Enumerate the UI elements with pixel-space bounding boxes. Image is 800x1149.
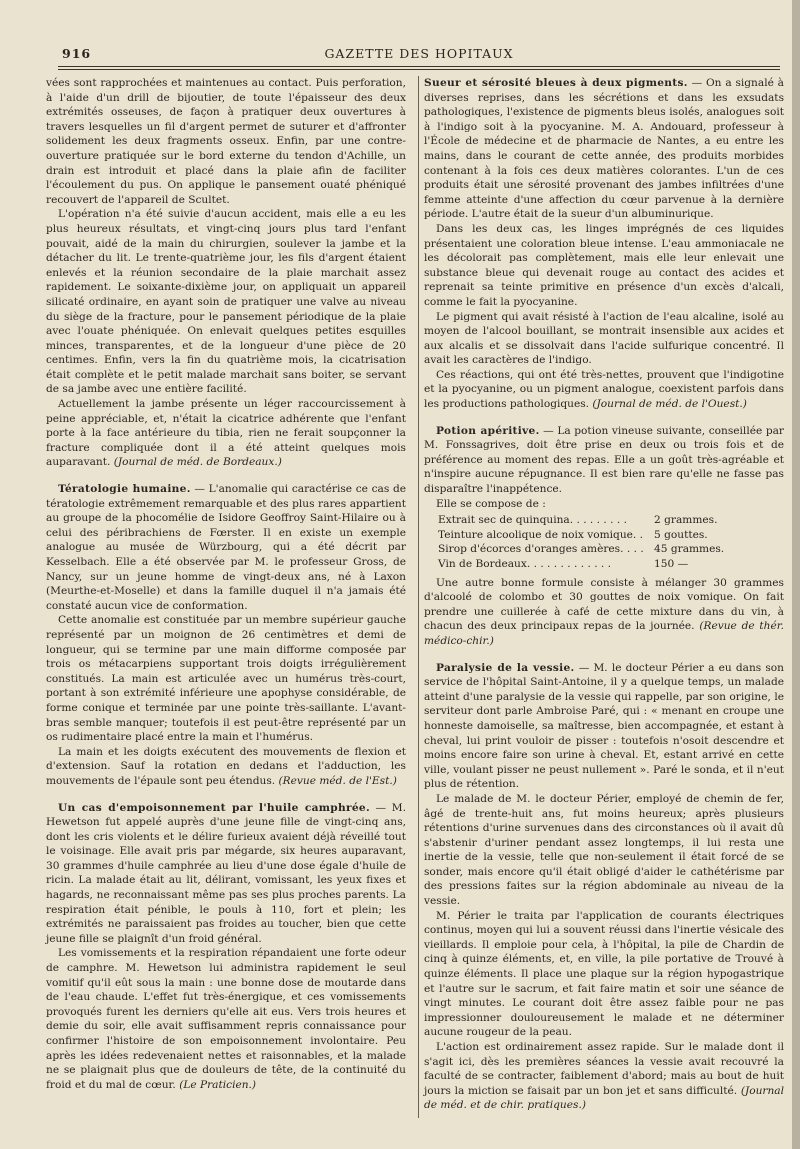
recipe-quantity: 5 gouttes. [654,528,708,541]
journal-title: GAZETTE DES HOPITAUX [324,46,514,61]
paragraph-text: Ces réactions, qui ont été très-nettes, prouvent que l'indigotine et la pyocyanine, ou un pigment analogue, coexistent parfois dans les productions pathologiques. [424,368,784,411]
paragraph: Le pigment qui avait résisté à l'action de l'eau alcaline, isolé au moyen de l'alcool bouillant, se montrait insensible aux acides et aux alcalis et se dissolvait dans l'acide sulfurique concentré. Il avait les caractères de l'indigo. [424,310,784,367]
paragraph [424,576,784,649]
paragraph-text: — L'anomalie qui caractérise ce cas de tératologie extrêmement remarquable et des plus rares appartient au groupe de la phocomélie de Isidore Geoffroy Saint-Hilaire ou à celui des péribrachiens de Fœrster. Il en existe un exemple analogue au musée de Würzbourg, qui a été décrit par Kesselbach. Elle a été observée par M. le professeur Gross, de Nancy, sur un jeune homme de vingt-deux ans, né à Laxon (Meurthe-et-Moselle) et dans la famille duquel il n'a jamais été constaté aucun vice de conformation. [46,483,406,612]
source-citation: (Le Praticien.) [179,1078,257,1091]
paragraph: Le malade de M. le docteur Périer, employé de chemin de fer, âgé de trente-huit ans, fut moins heureux; après plusieurs rétentions d'urine survenues dans des circonstances où il avait dû s'abstenir d'uriner pendant assez longtemps, il lui resta une inertie de la vessie, telle que non-seulement il était forcé de se sonder, mais encore qu'il était obligé d'aider le cathétérisme par des pressions faites sur la région abdominale au niveau de la vessie. [424,792,784,908]
right-column [424,76,784,1113]
paragraph [46,397,406,470]
recipe-row [438,513,784,528]
article-title: Sueur et sérosité bleues à deux pigments. [424,77,688,89]
recipe-quantity: 150 — [654,558,689,570]
recipe-row [438,528,784,543]
recipe-intro: Elle se compose de : [436,497,546,510]
paragraph [424,368,784,412]
source-citation: (Revue de thér. médico-chir.) [424,620,785,647]
paragraph-text: — On a signalé à diverses reprises, dans les sécrétions et dans les exsudats pathologiques, l'existence de pigments bleus isolés, analogues soit à l'indigo soit à la pyocyanine. M. A. Andouard, professeur à l'École de médecine et de pharmacie de Nantes, a eu entre les mains, dans le courant de cette année, des produits morbides contenant à la fois ces deux matières colorantes. L'un de ces produits était une sérosité provenant des jambes infiltrées d'une femme atteinte d'une affection du cœur parvenue à la dernière période. L'autre était de la sueur d'un albuminurique. [424,77,784,221]
source-citation: (Revue méd. de l'Est.) [278,774,397,787]
article-title: Tératologie humaine. [58,483,191,496]
paragraph: L'opération n'a été suivie d'aucun accident, mais elle a eu les plus heureux résultats, et vingt-cinq jours plus tard l'enfant pouvait, aidé de la main du chirurgien, soulever la jambe et la détacher du lit. Le trente-quatrième jour, les fils d'argent étaient enlevés et la réunion secondaire de la plaie marchait assez rapidement. Le soixante-dixième jour, on appliquait un appareil silicaté ordinaire, en ayant soin de pratiquer une valve au niveau du siège de la fracture, pour le pansement périodique de la plaie avec l'ouate phéniquée. On enlevait quelques petites esquilles minces, transparentes, et de la longueur d'une pièce de 20 centimes. Enfin, vers la fin du quatrième mois, la cicatrisation était complète et le petit malade marchait sans boiter, se servant de sa jambe avec une entière facilité. [46,208,406,396]
paragraph-text: Les vomissements et la respiration répandaient une forte odeur de camphre. M. Hewetson lui administra rapidement le seul vomitif qu'il eût sous la main : une bonne dose de moutarde dans de l'eau chaude. L'effet fut très-énergique, et ces vomissements provoqués furent les derniers qu'elle ait eus. Vers trois heures et demie du soir, elle avait suffisamment repris connaissance pour confirmer l'histoire de son empoisonnement involontaire. Peu après les idées redevenaient nettes et raisonnables, et la malade ne se plaignait plus que de douleurs de tête, de la continuité du froid et du mal de cœur. [46,947,406,1091]
article-title: Un cas d'empoisonnement par l'huile camphrée. [58,801,370,814]
paragraph-text: L'action est ordinairement assez rapide. Sur le malade dont il s'agit ici, dès les premières séances la vessie avait recouvré la faculté de se contracter, faiblement d'abord; mais au bout de huit jours la miction se faisait par un bon jet et sans difficulté. [424,1041,784,1097]
recipe-item: Sirop d'écorces d'oranges amères. . . . [438,543,644,556]
paragraph: Dans les deux cas, les linges imprégnés de ces liquides présentaient une coloration bleue intense. L'eau ammoniacale ne les décolorait pas complètement, mais elle leur enlevait une substance bleue qui devenait rouge au contact des acides et reprenait sa teinte primitive en présence d'un excès d'alcali, comme le fait la pyocyanine. [424,222,784,308]
page-number: 916 [62,46,92,61]
source-citation: (Journal de méd. de Bordeaux.) [113,456,282,469]
recipe-item: Extrait sec de quinquina. . . . . . . . . [438,514,627,527]
source-citation: (Journal de méd. et de chir. pratiques.) [424,1084,785,1112]
column-divider [418,76,419,1118]
article-sueur-bleue [424,76,784,222]
article-title: Potion apéritive. [436,424,540,437]
paragraph: Cette anomalie est constituée par un membre supérieur gauche représenté par un moignon de 26 centimètres et demi de longueur, qui se termine par une main difforme composée par trois os métacarpiens supportant trois doigts irrégulièrement constitués. La main est articulée avec un humérus très-court, portant à son extrémité inférieure une apophyse considérable, de forme conique et terminée par une pointe très-saillante. L'avant-bras semble manquer; toutefois il est peut-être représenté par un os rudimentaire placé entre la main et l'humérus. [46,614,406,744]
article-title: Paralysie de la vessie. [436,661,575,674]
recipe-list [438,513,784,571]
paragraph-text: — M. Hewetson fut appelé auprès d'une jeune fille de vingt-cinq ans, dont les cris violents et le délire furieux avaient déjà réveillé tout le voisinage. Elle avait pris par mégarde, six heures auparavant, 30 grammes d'huile camphrée au lieu d'une dose égale d'huile de ricin. La malade était au lit, délirant, vomissant, les yeux fixes et hagards, ne reconnaissant même pas ses plus proches parents. La respiration était pénible, le pouls à 110, fort et plein; les extrémités ne paraissaient pas froides au toucher, bien que cette jeune fille se plaignît d'un froid général. [46,801,406,945]
left-column [46,76,406,1092]
paragraph-text: Une autre bonne formule consiste à mélanger 30 grammes d'alcoolé de colombo et 30 gouttes de noix vomique. On fait prendre une cuillerée à café de cette mixture dans du vin, à chacun des deux principaux repas de la journée. [424,576,784,633]
paragraph: vées sont rapprochées et maintenues au contact. Puis perforation, à l'aide d'un drill de bijoutier, de toute l'épaisseur des deux extrémités osseuses, de façon à pratiquer deux ouvertures à travers lesquelles un fil d'argent permet de suturer et d'affronter solidement les deux fragments osseux. Enfin, par une contre-ouverture pratiquée sur le bord externe du tendon d'Achille, un drain est introduit et placé dans la plaie afin de faciliter l'écoulement du pus. On applique le pansement ouaté phéniqué recouvert de l'appareil de Scultet. [46,77,406,206]
article-paralysie-vessie [424,661,784,792]
paragraph [46,946,406,1092]
recipe-quantity: 45 grammes. [654,543,725,556]
paragraph: M. Périer le traita par l'application de courants électriques continus, moyen qui lui a souvent réussi dans l'inertie vésicale des vieillards. Il emploie pour cela, à l'hôpital, la pile de Chardin de cinq à quinze éléments, et, en ville, la pile portative de Trouvé à quinze éléments. Il place une plaque sur la région hypogastrique et l'autre sur le sacrum, et fait faire matin et soir une séance de vingt minutes. Le courant doit être assez faible pour ne pas impressionner douloureusement le malade et ne déterminer aucune rougeur de la peau. [424,909,784,1039]
page-edge [792,0,800,1149]
paragraph [424,1040,784,1113]
article-huile-camphree [46,801,406,947]
recipe-row [438,557,784,572]
recipe-item: Teinture alcoolique de noix vomique. . [438,528,644,541]
paragraph-text: — M. le docteur Périer a eu dans son service de l'hôpital Saint-Antoine, il y a quelque temps, un malade atteint d'une paralysie de la vessie qui rappelle, par son origine, le serviteur dont parle Ambroise Paré, qui : « menant en croupe une honneste damoiselle, sa maîtresse, bien accompagnée, et estant à cheval, lui print vouloir de pisser : toutefois n'osoit descendre et moins encore faire son urine à cheval. Et, estant arrivé en cette ville, voulant pisser ne peust nullement ». Paré le sonda, et il n'eut plus de rétention. [424,661,785,791]
article-teratologie [46,482,406,613]
recipe-quantity: 2 grammes. [654,514,718,527]
paragraph-text: Actuellement la jambe présente un léger raccourcissement à peine appréciable, et, n'était la cicatrice adhérente que l'enfant porte à la face antérieure du tibia, rien ne ferait soupçonner la fracture compliquée dont il a été atteint quelques mois auparavant. [46,398,406,469]
article-potion-aperitive [424,424,784,497]
header-rule [58,66,780,67]
paragraph-text: La main et les doigts exécutent des mouvements de flexion et d'extension. Sauf la rotation en dedans et l'adduction, les mouvements de l'épaule sont peu étendus. [46,745,406,787]
source-citation: (Journal de méd. de l'Ouest.) [592,398,747,411]
header-rule-secondary [58,69,780,70]
paragraph [46,745,406,789]
paragraph-text: — La potion vineuse suivante, conseillée par M. Fonssagrives, doit être prise en deux ou trois fois et de préférence au moment des repas. Elle a un goût très-agréable et n'inspire aucune répugnance. Il est bien rare qu'elle ne fasse pas disparaître l'inappétence. [424,424,784,496]
recipe-row [438,542,784,557]
running-header [58,44,780,64]
recipe-item: Vin de Bordeaux. . . . . . . . . . . . . [438,558,612,570]
